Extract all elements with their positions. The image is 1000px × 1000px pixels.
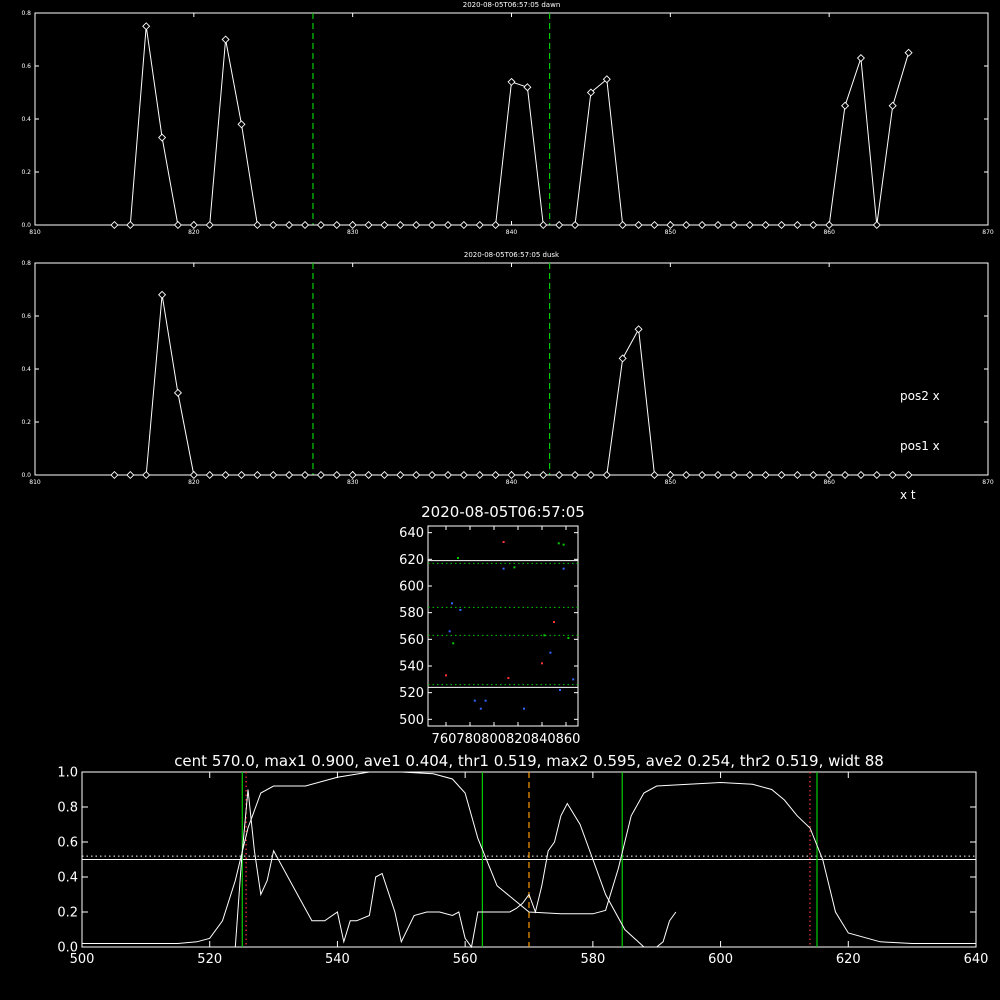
scatter-point	[485, 700, 487, 702]
x-tick-label: 830	[346, 229, 359, 236]
data-point	[159, 291, 166, 298]
data-point	[619, 222, 626, 229]
data-point	[143, 23, 150, 30]
data-point	[873, 472, 880, 479]
y-tick-label: 0.0	[21, 472, 31, 480]
data-point	[381, 222, 388, 229]
data-point	[730, 472, 737, 479]
x-tick-label: 840	[505, 229, 518, 236]
scatter-point	[451, 602, 453, 604]
data-point	[603, 472, 610, 479]
y-tick-label: 0.4	[21, 366, 31, 374]
scatter-point	[507, 677, 509, 679]
x-tick-label: 820	[188, 229, 200, 236]
data-point	[715, 472, 722, 479]
data-point	[794, 222, 801, 229]
x-tick-label: 830	[346, 479, 359, 486]
data-point	[476, 222, 483, 229]
chart-title: 2020-08-05T06:57:05	[421, 503, 585, 521]
data-point	[175, 222, 182, 229]
data-point	[206, 222, 213, 229]
data-point	[333, 222, 340, 229]
data-point	[778, 472, 785, 479]
y-tick-label: 0.8	[21, 260, 31, 268]
series-line	[114, 295, 908, 475]
data-point	[190, 222, 197, 229]
x-tick-label: 500	[69, 952, 95, 967]
data-point	[619, 355, 626, 362]
data-point	[270, 222, 277, 229]
x-tick-label: 580	[580, 952, 606, 967]
scatter-point	[457, 557, 459, 559]
chart-title: cent 570.0, max1 0.900, ave1 0.404, thr1 0.519, max2 0.595, ave2 0.254, thr2 0.519, widt 88	[174, 752, 884, 770]
data-point	[556, 472, 563, 479]
data-point	[572, 472, 579, 479]
scatter-point	[541, 662, 543, 664]
data-point	[111, 222, 118, 229]
plot-frame	[428, 526, 578, 726]
data-point	[365, 222, 372, 229]
data-point	[873, 222, 880, 229]
x-tick-label: 860	[823, 479, 835, 486]
scatter-point	[563, 568, 565, 570]
x-tick-label: 600	[708, 952, 733, 967]
data-point	[206, 472, 213, 479]
data-point	[159, 134, 166, 141]
data-point	[651, 472, 658, 479]
data-point	[635, 326, 642, 333]
scatter-point	[549, 652, 551, 654]
data-point	[397, 222, 404, 229]
data-point	[397, 472, 404, 479]
scatter-point	[459, 609, 461, 611]
data-point	[238, 121, 245, 128]
y-tick-label: 640	[399, 526, 424, 542]
scatter-point	[523, 708, 525, 710]
data-point	[889, 102, 896, 109]
y-tick-label: 0.4	[57, 870, 78, 886]
data-point	[318, 222, 325, 229]
series-line	[235, 790, 676, 948]
data-point	[460, 222, 467, 229]
data-point	[111, 472, 118, 479]
data-point	[794, 472, 801, 479]
y-tick-label: 0.2	[57, 905, 78, 921]
data-point	[127, 222, 134, 229]
y-tick-label: 0.0	[57, 940, 78, 956]
data-point	[365, 472, 372, 479]
data-point	[254, 472, 261, 479]
data-point	[143, 472, 150, 479]
data-point	[746, 222, 753, 229]
data-point	[413, 472, 420, 479]
data-point	[318, 472, 325, 479]
data-point	[222, 36, 229, 43]
y-tick-label: 560	[399, 632, 424, 648]
scatter-point	[559, 689, 561, 691]
x-tick-label: 840	[505, 479, 518, 486]
data-point	[476, 472, 483, 479]
chart-1	[21, 1, 993, 236]
y-tick-label: 1.0	[57, 765, 78, 781]
data-point	[190, 472, 197, 479]
data-point	[683, 222, 690, 229]
scatter-point	[452, 642, 454, 644]
data-point	[286, 222, 293, 229]
scatter-point	[480, 708, 482, 710]
data-point	[460, 472, 467, 479]
data-point	[826, 222, 833, 229]
plot-frame	[35, 13, 988, 225]
data-point	[810, 472, 817, 479]
data-point	[238, 472, 245, 479]
data-point	[842, 102, 849, 109]
plot-frame	[35, 263, 988, 475]
data-point	[683, 472, 690, 479]
data-point	[905, 472, 912, 479]
y-tick-label: 0.4	[21, 116, 31, 124]
data-point	[524, 472, 531, 479]
scatter-point	[567, 637, 569, 639]
data-point	[302, 472, 309, 479]
annotation-label: pos2 x	[900, 389, 940, 403]
data-point	[588, 472, 595, 479]
data-point	[556, 222, 563, 229]
series-line	[114, 26, 908, 225]
data-point	[826, 472, 833, 479]
data-point	[349, 222, 356, 229]
y-tick-label: 0.8	[57, 800, 78, 816]
data-point	[127, 472, 134, 479]
data-point	[810, 222, 817, 229]
chart-4	[57, 752, 988, 967]
y-tick-label: 0.8	[21, 10, 31, 18]
data-point	[508, 472, 515, 479]
data-point	[651, 222, 658, 229]
data-point	[349, 472, 356, 479]
annotation-label: pos1 x	[900, 439, 940, 453]
data-point	[445, 222, 452, 229]
scatter-point	[449, 630, 451, 632]
data-point	[429, 222, 436, 229]
annotation-label: x t	[900, 488, 916, 502]
x-tick-label: 850	[664, 229, 677, 236]
data-point	[746, 472, 753, 479]
x-tick-label: 520	[197, 952, 223, 967]
y-tick-label: 0.6	[21, 313, 31, 321]
scatter-point	[553, 621, 555, 623]
x-tick-label: 820	[188, 479, 200, 486]
data-point	[333, 472, 340, 479]
data-point	[222, 472, 229, 479]
data-point	[381, 472, 388, 479]
data-point	[905, 49, 912, 56]
y-tick-label: 540	[399, 659, 424, 675]
y-tick-label: 0.6	[57, 835, 78, 851]
data-point	[635, 222, 642, 229]
y-tick-label: 0.0	[21, 222, 31, 230]
data-point	[842, 472, 849, 479]
data-point	[778, 222, 785, 229]
data-point	[254, 222, 261, 229]
data-point	[413, 222, 420, 229]
chart-3	[399, 503, 585, 747]
data-point	[667, 472, 674, 479]
data-point	[858, 55, 865, 62]
x-tick-label: 560	[452, 952, 478, 967]
scatter-point	[513, 566, 515, 568]
scatter-point	[563, 544, 565, 546]
y-tick-label: 0.2	[21, 169, 31, 177]
data-point	[667, 222, 674, 229]
data-point	[286, 472, 293, 479]
data-point	[492, 222, 499, 229]
chart-2	[21, 251, 993, 502]
data-point	[508, 79, 515, 86]
data-point	[715, 222, 722, 229]
x-tick-labels: 760780800820840860	[431, 732, 581, 747]
scatter-point	[558, 542, 560, 544]
scatter-point	[503, 568, 505, 570]
data-point	[699, 222, 706, 229]
x-tick-label: 810	[29, 229, 41, 236]
data-point	[858, 472, 865, 479]
data-point	[445, 472, 452, 479]
data-point	[429, 472, 436, 479]
data-point	[492, 472, 499, 479]
x-tick-label: 870	[982, 479, 994, 486]
x-tick-label: 850	[664, 479, 677, 486]
y-tick-label: 580	[399, 606, 424, 622]
x-tick-label: 870	[982, 229, 994, 236]
scatter-point	[503, 541, 505, 543]
data-point	[270, 472, 277, 479]
x-tick-label: 640	[963, 952, 989, 967]
data-point	[762, 472, 769, 479]
x-tick-label: 620	[835, 952, 861, 967]
data-point	[302, 222, 309, 229]
data-point	[572, 222, 579, 229]
chart-title: 2020-08-05T06:57:05 dusk	[463, 251, 560, 259]
data-point	[524, 84, 531, 91]
scatter-point	[474, 700, 476, 702]
data-point	[540, 222, 547, 229]
x-tick-label: 810	[29, 479, 41, 486]
x-tick-label: 860	[823, 229, 835, 236]
data-point	[730, 222, 737, 229]
y-tick-label: 620	[399, 552, 424, 568]
x-tick-label: 540	[325, 952, 350, 967]
y-tick-label: 520	[399, 686, 424, 702]
y-tick-label: 0.6	[21, 63, 31, 71]
scatter-point	[543, 634, 545, 636]
y-tick-label: 0.2	[21, 419, 31, 427]
scatter-point	[572, 678, 574, 680]
chart-title: 2020-08-05T06:57:05 dawn	[462, 1, 561, 9]
y-tick-label: 500	[399, 712, 424, 728]
data-point	[762, 222, 769, 229]
data-point	[699, 472, 706, 479]
data-point	[889, 472, 896, 479]
data-point	[540, 472, 547, 479]
y-tick-label: 600	[399, 579, 424, 595]
data-point	[175, 389, 182, 396]
scatter-point	[445, 674, 447, 676]
